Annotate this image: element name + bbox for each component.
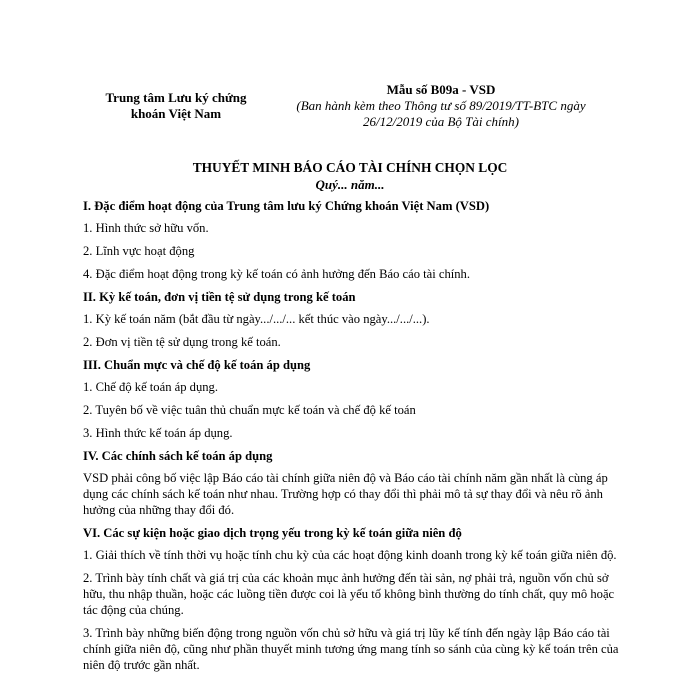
list-item: 2. Trình bày tính chất và giá trị của các khoản mục ảnh hưởng đến tài sản, nợ phải trả, nguồn vốn chủ sở hữu, thu nhập thuần, hoặc các luồng tiền được coi là yếu tố không bình thường do tính chất, quy mô hoặc tác động của chúng.	[83, 571, 615, 617]
issuer-name: Trung tâm Lưu ký chứng khoán Việt Nam	[105, 90, 247, 121]
list-item: 3. Trình bày những biến động trong nguồn vốn chủ sở hữu và giá trị lũy kế tính đến ngày lập Báo cáo tài chính giữa niên độ, cũng như phần thuyết minh tương ứng mang tính so sánh của cùng kỳ kế toán trên của niên độ trước gần nhất.	[83, 626, 619, 672]
list-item: 1. Chế độ kế toán áp dụng.	[83, 380, 219, 394]
paragraph: VSD phải công bố việc lập Báo cáo tài chính giữa niên độ và Báo cáo tài chính năm gần nhất là cùng áp dụng các chính sách kế toán như nhau. Trường hợp có thay đổi thì phải mô tả sự thay đổi và nêu rõ ảnh hưởng của những thay đổi đó.	[83, 471, 608, 517]
section-heading: III. Chuẩn mực và chế độ kế toán áp dụng	[83, 358, 311, 372]
document-period: Quý... năm...	[315, 177, 385, 192]
list-item: 4. Đặc điểm hoạt động trong kỳ kế toán có ảnh hưởng đến Báo cáo tài chính.	[83, 267, 470, 281]
list-item: 1. Giải thích về tính thời vụ hoặc tính chu kỳ của các hoạt động kinh doanh trong kỳ kế toán giữa niên độ.	[83, 548, 617, 562]
list-item: 1. Kỳ kế toán năm (bắt đầu từ ngày.../.../... kết thúc vào ngày.../.../...).	[83, 312, 430, 326]
section-heading: IV. Các chính sách kế toán áp dụng	[83, 449, 273, 463]
document-body	[83, 198, 623, 680]
list-item: 2. Lĩnh vực hoạt động	[83, 244, 195, 258]
list-item: 2. Tuyên bố về việc tuân thủ chuẩn mực kế toán và chế độ kế toán	[83, 403, 416, 417]
document-title: THUYẾT MINH BÁO CÁO TÀI CHÍNH CHỌN LỌC	[192, 160, 508, 175]
form-number: Mẫu số B09a - VSD	[386, 82, 496, 97]
section-heading: II. Kỳ kế toán, đơn vị tiền tệ sử dụng trong kế toán	[83, 290, 356, 304]
list-item: 2. Đơn vị tiền tệ sử dụng trong kế toán.	[83, 335, 281, 349]
section-heading: I. Đặc điểm hoạt động của Trung tâm lưu ký Chứng khoán Việt Nam (VSD)	[83, 199, 490, 213]
section-heading: VI. Các sự kiện hoặc giao dịch trọng yếu trong kỳ kế toán giữa niên độ	[83, 526, 462, 540]
list-item: 3. Hình thức kế toán áp dụng.	[83, 426, 233, 440]
form-header	[268, 82, 614, 130]
list-item: 1. Hình thức sở hữu vốn.	[83, 221, 209, 235]
issued-note: (Ban hành kèm theo Thông tư số 89/2019/TT-BTC ngày 26/12/2019 của Bộ Tài chính)	[296, 98, 586, 129]
